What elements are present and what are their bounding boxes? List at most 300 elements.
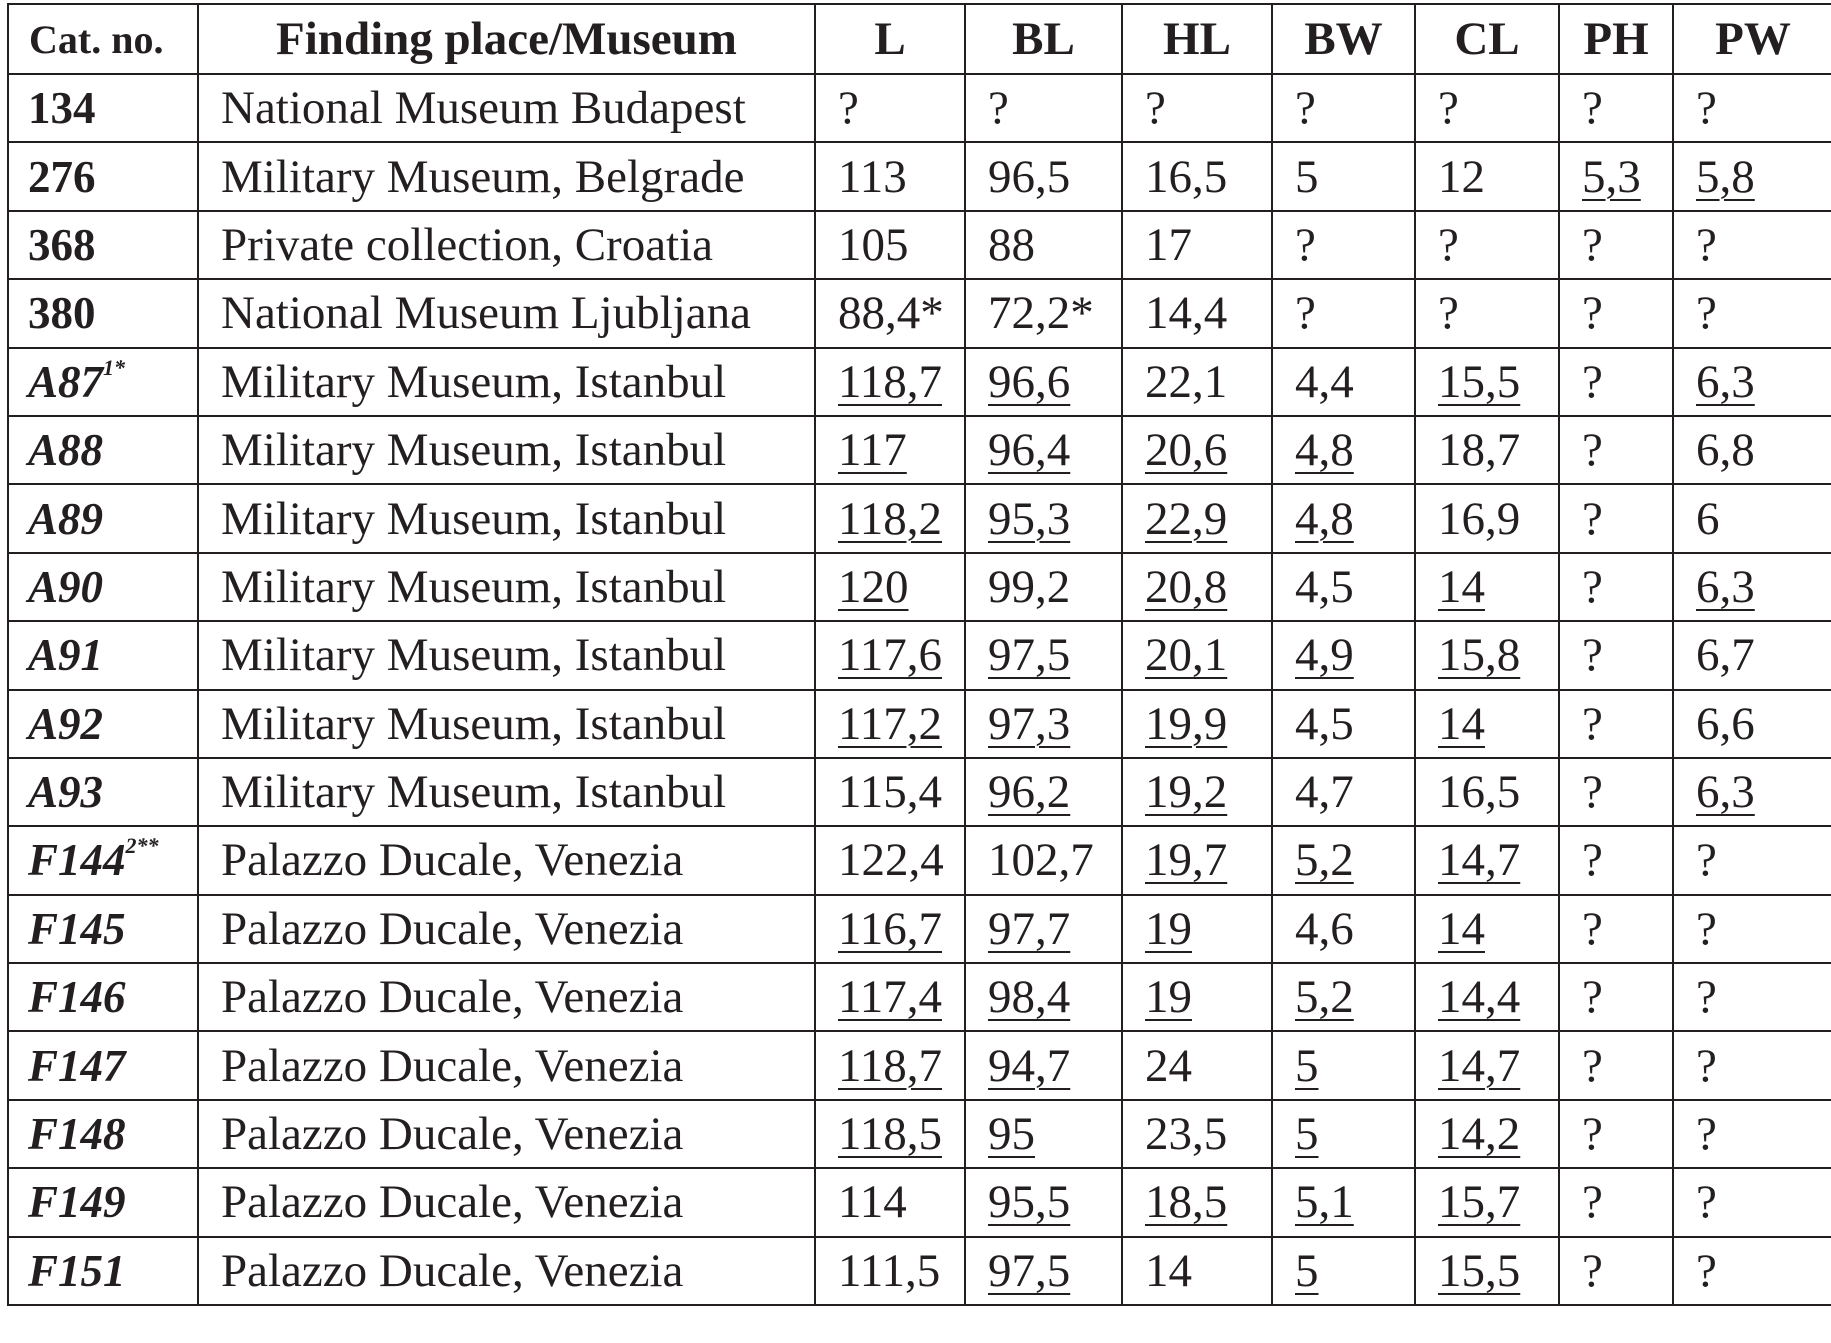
- value-text: 20,1: [1145, 629, 1228, 682]
- cell-bw: [1272, 211, 1415, 279]
- table-row: [8, 690, 1831, 758]
- cell-pw: [1673, 1100, 1831, 1168]
- value-text: ?: [1582, 424, 1603, 477]
- cell-bl: [965, 279, 1122, 347]
- cell-bw: [1272, 142, 1415, 210]
- cell-cl: [1415, 142, 1559, 210]
- cell-pw: [1673, 895, 1831, 963]
- cell-hl: [1122, 74, 1272, 142]
- cat-no-text: A89: [28, 493, 104, 544]
- value-text: 14: [1145, 1244, 1192, 1297]
- cell-bl: [965, 74, 1122, 142]
- cat-no-text: F147: [28, 1040, 126, 1091]
- cell-finding-place: Palazzo Ducale, Venezia: [198, 1237, 815, 1305]
- cell-hl: [1122, 1237, 1272, 1305]
- cell-cl: [1415, 963, 1559, 1031]
- cell-ph: [1559, 416, 1673, 484]
- cell-finding-place: Private collection, Croatia: [198, 211, 815, 279]
- value-text: 24: [1145, 1039, 1192, 1092]
- value-text: 117,4: [838, 971, 943, 1024]
- cell-finding-place: Military Museum, Istanbul: [198, 484, 815, 552]
- cell-l: [815, 553, 965, 621]
- cell-finding-place: Military Museum, Istanbul: [198, 416, 815, 484]
- cat-no-text: A87: [28, 356, 104, 407]
- cell-hl: [1122, 621, 1272, 689]
- table-row: [8, 1100, 1831, 1168]
- cell-cat-no: [8, 553, 198, 621]
- value-text: ?: [1696, 971, 1717, 1024]
- cat-no-text: F145: [28, 903, 126, 954]
- footnote-marker: 1*: [103, 354, 126, 380]
- value-text: ?: [1696, 834, 1717, 887]
- header-bw: BW: [1272, 4, 1415, 74]
- cell-ph: [1559, 142, 1673, 210]
- cell-hl: [1122, 553, 1272, 621]
- table-row: [8, 142, 1831, 210]
- cell-hl: [1122, 895, 1272, 963]
- value-text: ?: [1582, 1244, 1603, 1297]
- value-text: 6,8: [1696, 424, 1755, 477]
- cell-ph: [1559, 1237, 1673, 1305]
- cell-bw: [1272, 279, 1415, 347]
- value-text: ?: [1696, 1176, 1717, 1229]
- cell-ph: [1559, 279, 1673, 347]
- cell-pw: [1673, 690, 1831, 758]
- cell-hl: [1122, 1100, 1272, 1168]
- value-text: 19: [1145, 971, 1192, 1024]
- value-text: 15,7: [1438, 1176, 1521, 1229]
- table-row: [8, 758, 1831, 826]
- cell-finding-place: Palazzo Ducale, Venezia: [198, 1100, 815, 1168]
- cell-bl: [965, 553, 1122, 621]
- value-text: 16,5: [1145, 150, 1228, 203]
- cell-finding-place: Military Museum, Istanbul: [198, 348, 815, 416]
- value-text: 4,6: [1295, 902, 1354, 955]
- cell-hl: [1122, 484, 1272, 552]
- value-text: ?: [1582, 629, 1603, 682]
- table-row: [8, 621, 1831, 689]
- cell-pw: [1673, 1031, 1831, 1099]
- cell-bw: [1272, 826, 1415, 894]
- value-text: 15,8: [1438, 629, 1521, 682]
- header-hl: HL: [1122, 4, 1272, 74]
- cell-cat-no: [8, 484, 198, 552]
- value-text: ?: [1438, 218, 1459, 271]
- value-text: 5: [1295, 1039, 1319, 1092]
- value-text: 14: [1438, 902, 1485, 955]
- value-text: 14,2: [1438, 1108, 1521, 1161]
- cell-cl: [1415, 1168, 1559, 1236]
- cell-cat-no: [8, 1031, 198, 1099]
- value-text: 16,9: [1438, 492, 1521, 545]
- cat-no-text: F148: [28, 1109, 126, 1160]
- cell-l: [815, 142, 965, 210]
- cell-bl: [965, 416, 1122, 484]
- cell-bw: [1272, 895, 1415, 963]
- table-row: [8, 553, 1831, 621]
- cell-bw: [1272, 1100, 1415, 1168]
- cell-l: [815, 74, 965, 142]
- value-text: ?: [1582, 218, 1603, 271]
- value-text: 19: [1145, 902, 1192, 955]
- cell-finding-place: National Museum Ljubljana: [198, 279, 815, 347]
- cell-pw: [1673, 211, 1831, 279]
- value-text: ?: [1582, 287, 1603, 340]
- cell-bw: [1272, 416, 1415, 484]
- value-text: 114: [838, 1176, 907, 1229]
- value-text: 22,9: [1145, 492, 1228, 545]
- cell-cl: [1415, 621, 1559, 689]
- cell-cl: [1415, 690, 1559, 758]
- value-text: ?: [1582, 82, 1603, 135]
- value-text: ?: [1696, 902, 1717, 955]
- cell-hl: [1122, 211, 1272, 279]
- cell-bl: [965, 1237, 1122, 1305]
- value-text: 97,3: [988, 697, 1071, 750]
- value-text: ?: [1696, 218, 1717, 271]
- value-text: ?: [1696, 1108, 1717, 1161]
- cell-ph: [1559, 1100, 1673, 1168]
- cat-no-text: F149: [28, 1177, 126, 1228]
- cell-finding-place: Palazzo Ducale, Venezia: [198, 895, 815, 963]
- cell-cl: [1415, 348, 1559, 416]
- table-row: [8, 211, 1831, 279]
- cell-bw: [1272, 758, 1415, 826]
- value-text: ?: [1145, 82, 1166, 135]
- cell-finding-place: Palazzo Ducale, Venezia: [198, 1031, 815, 1099]
- value-text: 23,5: [1145, 1108, 1228, 1161]
- value-text: 4,9: [1295, 629, 1354, 682]
- header-pw: PW: [1673, 4, 1831, 74]
- table-row: [8, 826, 1831, 894]
- value-text: 19,7: [1145, 834, 1228, 887]
- cell-cl: [1415, 1031, 1559, 1099]
- value-text: 5: [1295, 1108, 1319, 1161]
- table-row: [8, 279, 1831, 347]
- cell-cl: [1415, 1237, 1559, 1305]
- cell-cat-no: [8, 74, 198, 142]
- value-text: 5,8: [1696, 150, 1755, 203]
- value-text: 5: [1295, 150, 1319, 203]
- value-text: ?: [1438, 82, 1459, 135]
- cat-no-text: A92: [28, 698, 104, 749]
- cell-bw: [1272, 621, 1415, 689]
- cell-ph: [1559, 74, 1673, 142]
- cell-bl: [965, 211, 1122, 279]
- value-text: 6,7: [1696, 629, 1755, 682]
- cell-pw: [1673, 758, 1831, 826]
- value-text: 117,6: [838, 629, 943, 682]
- value-text: 14,4: [1438, 971, 1521, 1024]
- value-text: 14: [1438, 560, 1485, 613]
- cell-finding-place: Palazzo Ducale, Venezia: [198, 1168, 815, 1236]
- value-text: 98,4: [988, 971, 1071, 1024]
- cell-finding-place: Military Museum, Istanbul: [198, 553, 815, 621]
- cell-l: [815, 826, 965, 894]
- cell-bl: [965, 895, 1122, 963]
- cell-cl: [1415, 484, 1559, 552]
- cell-finding-place: Military Museum, Istanbul: [198, 758, 815, 826]
- cell-hl: [1122, 826, 1272, 894]
- cell-pw: [1673, 1168, 1831, 1236]
- value-text: 99,2: [988, 560, 1071, 613]
- cell-finding-place: Military Museum, Istanbul: [198, 690, 815, 758]
- value-text: 18,7: [1438, 424, 1521, 477]
- value-text: ?: [838, 82, 859, 135]
- value-text: ?: [1582, 560, 1603, 613]
- value-text: 6: [1696, 492, 1720, 545]
- footnote-marker: 2**: [125, 833, 159, 859]
- value-text: ?: [1582, 492, 1603, 545]
- cell-l: [815, 621, 965, 689]
- cell-bl: [965, 348, 1122, 416]
- table-row: [8, 416, 1831, 484]
- cell-hl: [1122, 1031, 1272, 1099]
- value-text: 14,4: [1145, 287, 1228, 340]
- cell-ph: [1559, 348, 1673, 416]
- value-text: 117,2: [838, 697, 943, 750]
- value-text: 97,5: [988, 1244, 1071, 1297]
- cell-cat-no: [8, 1237, 198, 1305]
- cell-bw: [1272, 553, 1415, 621]
- value-text: 4,5: [1295, 697, 1354, 750]
- cell-hl: [1122, 690, 1272, 758]
- value-text: 12: [1438, 150, 1485, 203]
- value-text: 18,5: [1145, 1176, 1228, 1229]
- value-text: 96,5: [988, 150, 1071, 203]
- cell-bw: [1272, 963, 1415, 1031]
- value-text: 116,7: [838, 902, 943, 955]
- cell-cat-no: [8, 621, 198, 689]
- value-text: ?: [1582, 766, 1603, 819]
- cell-cl: [1415, 74, 1559, 142]
- value-text: 5,1: [1295, 1176, 1354, 1229]
- value-text: 17: [1145, 218, 1192, 271]
- value-text: 4,8: [1295, 424, 1354, 477]
- value-text: 120: [838, 560, 909, 613]
- cell-ph: [1559, 1168, 1673, 1236]
- value-text: ?: [1582, 902, 1603, 955]
- value-text: ?: [1582, 971, 1603, 1024]
- value-text: 5,2: [1295, 971, 1354, 1024]
- value-text: ?: [1438, 287, 1459, 340]
- cell-l: [815, 211, 965, 279]
- cell-l: [815, 1237, 965, 1305]
- value-text: 118,5: [838, 1108, 943, 1161]
- table-row: [8, 963, 1831, 1031]
- cell-finding-place: National Museum Budapest: [198, 74, 815, 142]
- cat-no-text: A93: [28, 767, 104, 818]
- value-text: 15,5: [1438, 355, 1521, 408]
- table-row: [8, 484, 1831, 552]
- value-text: 14,7: [1438, 834, 1521, 887]
- value-text: 115,4: [838, 766, 943, 819]
- cell-cat-no: [8, 963, 198, 1031]
- cell-bw: [1272, 1237, 1415, 1305]
- cell-cat-no: [8, 348, 198, 416]
- cell-hl: [1122, 963, 1272, 1031]
- cell-finding-place: Palazzo Ducale, Venezia: [198, 963, 815, 1031]
- value-text: 117: [838, 424, 907, 477]
- cell-cat-no: [8, 895, 198, 963]
- header-ph: PH: [1559, 4, 1673, 74]
- cell-l: [815, 1031, 965, 1099]
- cell-hl: [1122, 416, 1272, 484]
- value-text: 95: [988, 1108, 1035, 1161]
- cell-l: [815, 1168, 965, 1236]
- cell-bw: [1272, 1031, 1415, 1099]
- table-row: [8, 1237, 1831, 1305]
- header-row: [8, 4, 1831, 74]
- value-text: 122,4: [838, 834, 944, 887]
- header-cat-no: Cat. no.: [8, 4, 198, 74]
- value-text: 102,7: [988, 834, 1094, 887]
- value-text: 6,6: [1696, 697, 1755, 750]
- value-text: 4,4: [1295, 355, 1354, 408]
- cell-hl: [1122, 279, 1272, 347]
- header-finding-place: Finding place/Museum: [198, 4, 815, 74]
- value-text: 14,7: [1438, 1039, 1521, 1092]
- value-text: 97,5: [988, 629, 1071, 682]
- cell-pw: [1673, 484, 1831, 552]
- cell-cl: [1415, 895, 1559, 963]
- cell-cat-no: [8, 1168, 198, 1236]
- value-text: 6,3: [1696, 355, 1755, 408]
- cell-bl: [965, 1168, 1122, 1236]
- cat-no-text: F144: [28, 835, 126, 886]
- cat-no-text: 276: [28, 151, 96, 202]
- value-text: ?: [1582, 834, 1603, 887]
- cell-cat-no: [8, 1100, 198, 1168]
- header-l: L: [815, 4, 965, 74]
- cell-bl: [965, 484, 1122, 552]
- cat-no-text: A88: [28, 425, 104, 476]
- cell-pw: [1673, 279, 1831, 347]
- cell-l: [815, 895, 965, 963]
- cell-bl: [965, 142, 1122, 210]
- value-text: ?: [1295, 218, 1316, 271]
- value-text: 19,9: [1145, 697, 1228, 750]
- value-text: ?: [1696, 82, 1717, 135]
- cat-no-text: A90: [28, 561, 104, 612]
- cell-cl: [1415, 211, 1559, 279]
- cell-finding-place: Palazzo Ducale, Venezia: [198, 826, 815, 894]
- cell-bw: [1272, 1168, 1415, 1236]
- value-text: ?: [1582, 697, 1603, 750]
- cell-cat-no: [8, 211, 198, 279]
- measurements-table: [7, 3, 1831, 1306]
- value-text: 118,2: [838, 492, 943, 545]
- cell-l: [815, 690, 965, 758]
- cell-ph: [1559, 963, 1673, 1031]
- value-text: 4,7: [1295, 766, 1354, 819]
- cell-hl: [1122, 758, 1272, 826]
- value-text: 4,8: [1295, 492, 1354, 545]
- value-text: ?: [1696, 1244, 1717, 1297]
- value-text: 88,4*: [838, 287, 944, 340]
- table-row: [8, 348, 1831, 416]
- value-text: 97,7: [988, 902, 1071, 955]
- cat-no-text: 380: [28, 288, 96, 339]
- cell-hl: [1122, 1168, 1272, 1236]
- cell-l: [815, 348, 965, 416]
- value-text: 5,3: [1582, 150, 1641, 203]
- cell-ph: [1559, 621, 1673, 689]
- cell-ph: [1559, 211, 1673, 279]
- cell-finding-place: Military Museum, Belgrade: [198, 142, 815, 210]
- cell-bl: [965, 1031, 1122, 1099]
- cell-bl: [965, 963, 1122, 1031]
- cell-pw: [1673, 553, 1831, 621]
- cell-ph: [1559, 826, 1673, 894]
- value-text: ?: [988, 82, 1009, 135]
- cell-bw: [1272, 484, 1415, 552]
- table-row: [8, 895, 1831, 963]
- cell-cl: [1415, 416, 1559, 484]
- value-text: 118,7: [838, 1039, 943, 1092]
- header-bl: BL: [965, 4, 1122, 74]
- cell-pw: [1673, 416, 1831, 484]
- value-text: 5: [1295, 1244, 1319, 1297]
- value-text: 20,6: [1145, 424, 1228, 477]
- cell-l: [815, 484, 965, 552]
- value-text: 96,2: [988, 766, 1071, 819]
- cell-cl: [1415, 279, 1559, 347]
- cell-pw: [1673, 963, 1831, 1031]
- value-text: 95,3: [988, 492, 1071, 545]
- value-text: ?: [1582, 1176, 1603, 1229]
- value-text: 96,6: [988, 355, 1071, 408]
- value-text: 111,5: [838, 1244, 941, 1297]
- cell-bl: [965, 621, 1122, 689]
- cell-ph: [1559, 690, 1673, 758]
- value-text: 15,5: [1438, 1244, 1521, 1297]
- cat-no-text: 134: [28, 83, 96, 134]
- value-text: 72,2*: [988, 287, 1094, 340]
- cell-l: [815, 416, 965, 484]
- cell-bl: [965, 1100, 1122, 1168]
- cat-no-text: A91: [28, 630, 104, 681]
- value-text: 19,2: [1145, 766, 1228, 819]
- cell-pw: [1673, 74, 1831, 142]
- value-text: 6,3: [1696, 766, 1755, 819]
- value-text: 95,5: [988, 1176, 1071, 1229]
- cell-ph: [1559, 1031, 1673, 1099]
- cell-ph: [1559, 895, 1673, 963]
- value-text: 20,8: [1145, 560, 1228, 613]
- value-text: ?: [1295, 82, 1316, 135]
- cell-cl: [1415, 826, 1559, 894]
- value-text: 6,3: [1696, 560, 1755, 613]
- value-text: 94,7: [988, 1039, 1071, 1092]
- value-text: ?: [1582, 355, 1603, 408]
- cell-hl: [1122, 348, 1272, 416]
- cell-cat-no: [8, 416, 198, 484]
- cat-no-text: F146: [28, 972, 126, 1023]
- cell-cl: [1415, 1100, 1559, 1168]
- cell-bl: [965, 758, 1122, 826]
- cell-pw: [1673, 621, 1831, 689]
- table-row: [8, 74, 1831, 142]
- cell-l: [815, 279, 965, 347]
- value-text: ?: [1582, 1108, 1603, 1161]
- value-text: 88: [988, 218, 1035, 271]
- cell-pw: [1673, 142, 1831, 210]
- cell-l: [815, 963, 965, 1031]
- cat-no-text: F151: [28, 1245, 126, 1296]
- cell-cat-no: [8, 142, 198, 210]
- cell-ph: [1559, 484, 1673, 552]
